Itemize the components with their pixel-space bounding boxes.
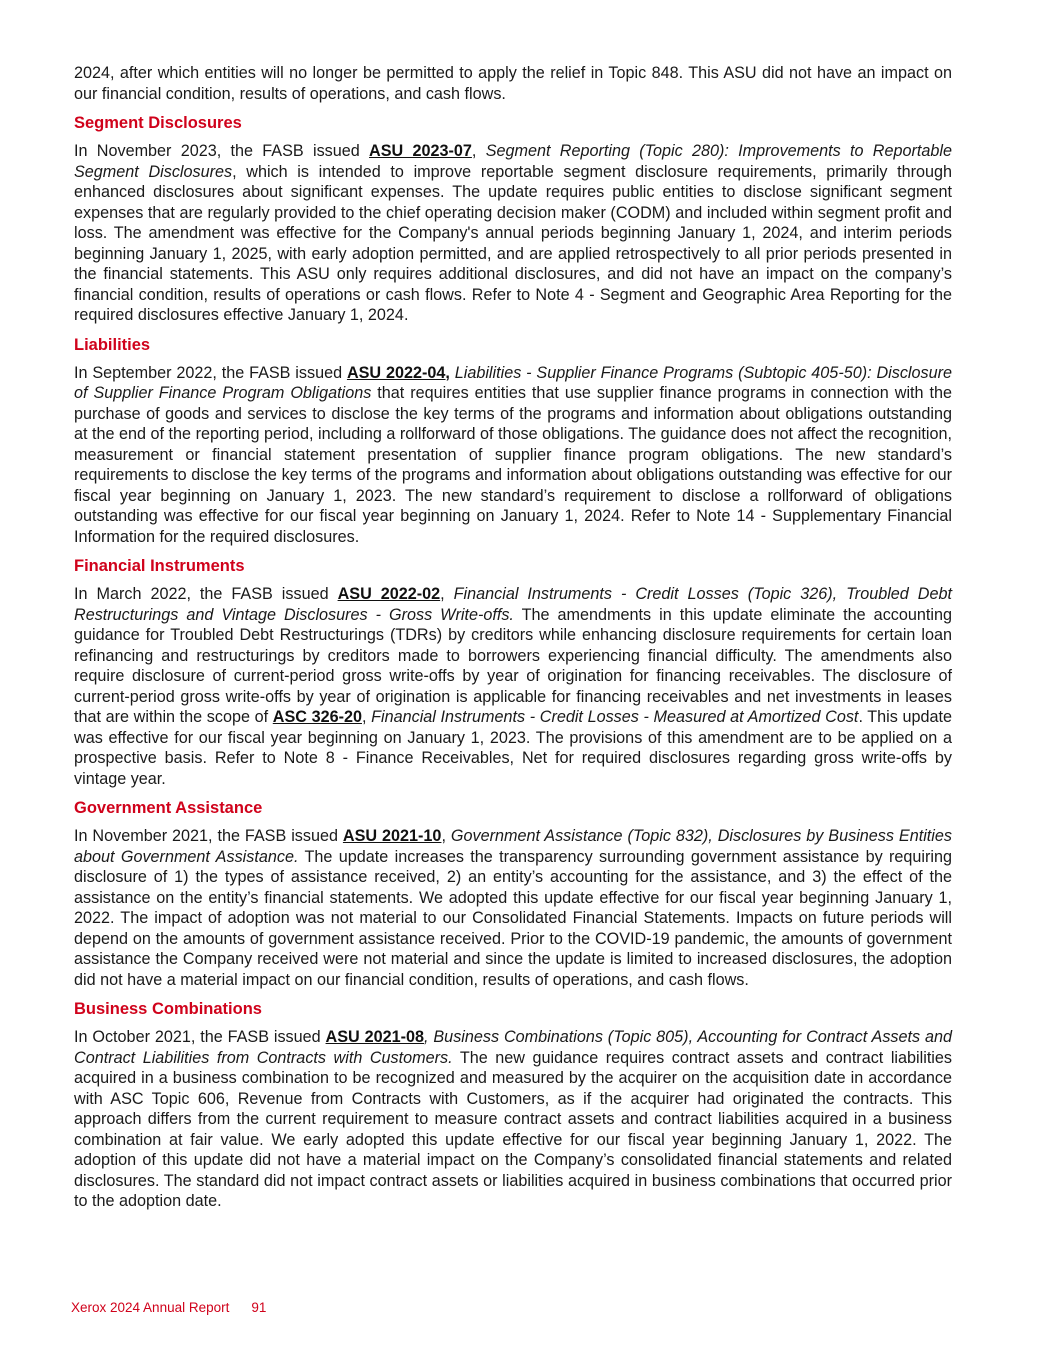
text-run: The amendments in this update eliminate the accounting guidance for Troubled Debt Restructurings (TDRs) by creditors while enhancing disclosure requirements for certain loan refinancing and restructurings by creditors made to borrowers experiencing financial difficulty. The amendments also require disclosure of current-period gross write-offs by year of origination for financing receivables. The disclosure of current-period gross write-offs by year of origination is applicable for financing receivables and net investments in leases that are within the scope of	[74, 605, 952, 726]
italic-title: Liabilities - Supplier Finance Programs (Subtopic 405-50): Disclosure of Supplier Finance Program Obligations	[74, 363, 953, 402]
page-number: 91	[251, 1300, 267, 1315]
paragraph-financial-instruments	[74, 584, 952, 789]
asu-2021-08-link[interactable]: ASU 2021-08	[325, 1028, 425, 1046]
text-run: The update increases the transparency surrounding government assistance by requiring disclosure of 1) the types of assistance received, 2) an entity’s accounting for the assistance, and 3) the effect of the assistance on the entity’s financial statements. We adopted this update effective for our fiscal year beginning January 1, 2022. The impact of adoption was not material to our Consolidated Financial Statements. Impacts on future periods will depend on the amounts of government assistance received. Prior to the COVID-19 pandemic, the amounts of government assistance the Company received were not material and since the update is limited to increased disclosures, the adoption did not have a material impact on our financial condition, results of operations, and cash flows.	[74, 847, 953, 989]
asu-2023-07-link[interactable]: ASU 2023-07	[369, 142, 472, 160]
text-run: , which is intended to improve reportable segment disclosure requirements, primarily through enhanced disclosures about significant expenses. The update requires public entities to disclose significant segment expenses that are regularly provided to the chief operating decision maker (CODM) and included within segment profit and loss. The amendment was effective for the Company's annual periods beginning January 1, 2024, and interim periods beginning January 1, 2025, with early adoption permitted, and are applied retrospectively to all prior periods presented in the financial statements. This ASU only requires additional disclosures, and did not have an impact on the company’s financial condition, results of operations or cash flows. Refer to Note 4 - Segment and Geographic Area Reporting for the required disclosures effective January 1, 2024.	[74, 162, 952, 324]
text-run: ,	[440, 585, 454, 603]
heading-financial-instruments: Financial Instruments	[74, 557, 245, 575]
heading-government-assistance: Government Assistance	[74, 799, 263, 817]
asu-2022-02-link[interactable]: ASU 2022-02	[337, 585, 441, 603]
italic-title: Government Assistance (Topic 832), Disclosures by Business Entities about Government Assistance.	[74, 827, 952, 866]
text-run: In October 2021, the FASB issued	[74, 1028, 326, 1046]
page-footer	[71, 1300, 266, 1315]
heading-business-combinations: Business Combinations	[74, 1000, 262, 1018]
text-run: ,	[441, 827, 451, 845]
text-run: In March 2022, the FASB issued	[74, 585, 338, 603]
italic-title: Financial Instruments - Credit Losses (Topic 326), Troubled Debt Restructurings and Vintage Disclosures - Gross Write-offs.	[74, 585, 952, 624]
italic-title: Segment Reporting (Topic 280): Improvements to Reportable Segment Disclosures	[74, 142, 952, 181]
asu-2022-04-link[interactable]: ASU 2022-04,	[346, 363, 450, 382]
text-run: In November 2021, the FASB issued	[74, 827, 343, 845]
italic-title: , Business Combinations (Topic 805), Accounting for Contract Assets and Contract Liabilities from Contracts with Customers.	[74, 1028, 952, 1067]
paragraph-segment-disclosures	[74, 141, 952, 326]
asc-326-20-link[interactable]: ASC 326-20	[272, 708, 362, 726]
document-page	[74, 63, 952, 1221]
text-run: ,	[471, 142, 486, 160]
paragraph-liabilities	[74, 363, 952, 548]
text-run: In November 2023, the FASB issued	[74, 142, 370, 160]
asu-2021-10-link[interactable]: ASU 2021-10	[342, 827, 442, 845]
text-run: that requires entities that use supplier finance programs in connection with the purchase of goods and services to disclose the key terms of the programs and information about obligations outstanding at the end of the reporting period, including a rollforward of those obligations. The guidance does not affect the recognition, measurement or financial statement presentation of supplier finance program obligations. The new standard’s requirements to disclose the key terms of the programs and information about obligations outstanding was effective for our fiscal year beginning on January 1, 2023. The new standard’s requirement to disclose a rollforward of obligations outstanding was effective for our fiscal year beginning on January 1, 2024. Refer to Note 14 - Supplementary Financial Information for the required disclosures.	[74, 384, 952, 546]
footer-report-title: Xerox 2024 Annual Report	[71, 1300, 230, 1315]
heading-segment-disclosures: Segment Disclosures	[74, 114, 242, 132]
text-run: . This update was effective for our fiscal year beginning on January 1, 2023. The provisions of this amendment are to be applied on a prospective basis. Refer to Note 8 - Finance Receivables, Net for required disclosures regarding gross write-offs by vintage year.	[74, 708, 952, 788]
text-run: The new guidance requires contract assets and contract liabilities acquired in a business combination to be recognized and measured by the acquirer on the acquisition date in accordance with ASC Topic 606, Revenue from Contracts with Customers, as if the acquirer had originated the contracts. This approach differs from the current requirement to measure contract assets and contract liabilities acquired in a business combination at fair value. We early adopted this update effective for our fiscal year beginning January 1, 2022. The adoption of this update did not have a material impact on the Company’s consolidated financial statements and related disclosures. The standard did not impact contract assets or liabilities acquired in business combinations that occurred prior to the adoption date.	[74, 1048, 953, 1210]
text-run: ,	[361, 708, 372, 726]
text-run: In September 2022, the FASB issued	[74, 363, 347, 382]
intro-paragraph: 2024, after which entities will no longer be permitted to apply the relief in Topic 848. This ASU did not have an impact on our financial condition, results of operations, and cash flows.	[74, 64, 952, 103]
italic-title: Financial Instruments - Credit Losses - Measured at Amortized Cost	[371, 708, 859, 726]
paragraph-government-assistance	[74, 826, 952, 990]
heading-liabilities: Liabilities	[74, 335, 151, 354]
paragraph-business-combinations	[74, 1027, 952, 1212]
